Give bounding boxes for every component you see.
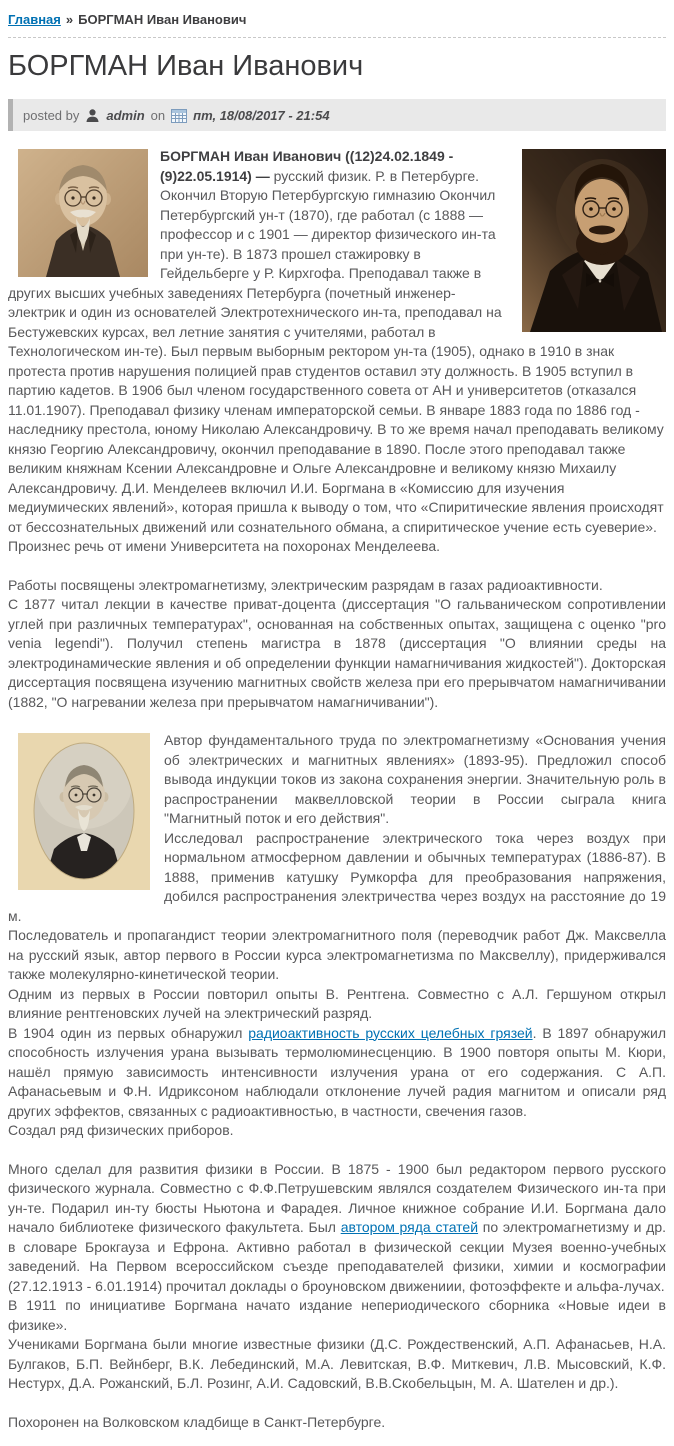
posted-by-label: posted by — [23, 107, 80, 123]
radioactivity-pre: В 1904 один из первых обнаружил — [8, 1024, 249, 1041]
radioactivity-post: . В 1897 обнаружил способность излучения урана вызывать термолюминесценцию. В 1900 повторя опыты М. Кюри, нашёл прямую зависимость интенсивности излучения урана от его содержания. С А.П. Афанасьевым и Ф.Н. Идриксоном наблюдали отклонение лучей радия магнитом и описали ряд других эффектов, связанных с радиоактивностью, в частности, свечения газов. — [8, 1024, 667, 1119]
radioactivity-link[interactable]: радиоактивность русских целебных грязей — [248, 1024, 533, 1041]
students-line: Учениками Боргмана были многие известные физики (Д.С. Рождественский, А.П. Афанасьев, Н.А. Булгаков, Б.П. Вейнберг, В.К. Лебединский, М.А. Левитская, В.Ф. Миткевич, Л.В. Мысовский, К.Ф. Нестурх, Д.А. Рожанский, Б.Л. Розинг, А.И. Садовский, В.В.Скобельцын, М. А. Шателен и др.). — [8, 1336, 666, 1391]
articles-link[interactable]: автором ряда статей — [340, 1219, 479, 1235]
breadcrumb-home-link[interactable]: Главная — [8, 12, 61, 27]
works-line-1: Работы посвящены электромагнетизму, электрическим разрядам в газах радиоактивности. — [8, 576, 603, 593]
article-lead-text: русский физик. Р. в Петербурге. Окончил Вторую Петербургскую гимназию Окончил Петербургский ун-т (1870), где работал (с 1888 — профессор и с 1901 — директор физического ин-та при ун-те). В 1873 прошел стажировку в Гейдельберге у Р. Кирхгофа. Преподавал также в других высших учебных заведениях Петербурга (почетный инженер-электрик и один из основателей Электротехнического ин-та, преподавал на Бестужевских курсах, вел летние занятия с учителями, работал в Технологическом ин-те). Был первым выборным ректором ун-та (1905), однако в 1910 в знак протеста против нарушения полицией прав студентов оставил эту должность. В 1905 вступил в партию кадетов. В 1906 был членом государственного совета от АН и университетов (отказался 11.01.1907). Преподавал физику членам императорской семьи. В январе 1883 года по 1886 год - наследнику престола, юному Николаю Александровичу. В то же время начал преподавать великому князю Георгию Александровичу, окончил преподавание в 1890. После этого преподавал также великим княжнам Ксении Александровне и Ольге Александровне и великому князю Михаилу Александровичу. Д.И. Менделеев включил И.И. Боргмана в «Комиссию для изучения медиумических явлений», которая пришла к выводу о том, что «Спиритические явления происходят от бессознательных движений или сознательного обмана, а спиритическое учение есть суеверие». Произнес речь от имени Университета на похоронах Менделеева. — [8, 167, 664, 554]
page-title: БОРГМАН Иван Иванович — [8, 50, 364, 82]
paragraph-development — [8, 1160, 666, 1394]
portrait-photo-oval — [18, 733, 150, 890]
paragraph-electromagnetism — [8, 731, 666, 1141]
user-icon — [85, 108, 100, 123]
article-lead-name: БОРГМАН Иван Иванович ((12)24.02.1849 - (9)22.05.1914) — — [160, 148, 454, 184]
paragraph-biography — [8, 147, 666, 557]
development-pre: Много сделал для развития физики в России. В 1875 - 1900 был редактором первого русского физического журнала. Совместно с Ф.Ф.Петрушевским являлся создателем Физического ин-та при ун-те. Подарил ин-ту бюсты Ньютона и Фарадея. Личное книжное собрание И.И. Боргмана дало начало библиотеке физического факультета. Был — [8, 1160, 666, 1235]
works-line-2: С 1877 читал лекции в качестве приват-доцента (диссертация "О гальваническом сопротивлении углей при различных температурах", основанная на собственных опытах, защищена с оценко "pro venia legendi"). Получил степень магистра в 1878 (диссертация "О влиянии среды на электродинамические явления и об определении функции намагничивания жидкостей"). Докторская диссертация посвящена изучению магнитных свойств железа при его прерывчатом намагничивании (1882, "О нагревании железа при прерывчатом намагничивании"). — [8, 596, 666, 710]
development-post: по электромагнетизму и др. в словаре Брокгауза и Ефрона. Активно работал в физической секции Музея военно-учебных заведений. На Первом всероссийском съезде преподавателей физики, химии и космографии (27.12.1913 - 6.01.1914) прочитал доклады о броуновском движениии, фотоэффекте и альфа-лучах. — [8, 1219, 667, 1294]
electro-line-2: Исследовал распространение электрического тока через воздух при нормальном атмосферном давлении и обычных температурах (1886-87). В 1888, применив катушку Румкорфа для преобразования напряжения, добился распространения электричества через воздух на расстояние до 19 м. — [8, 829, 666, 924]
article-body — [8, 147, 666, 1432]
portrait-photo-young — [522, 149, 666, 332]
roentgen-line: Одним из первых в России повторил опыты В. Рентгена. Совместно с А.Л. Гершуном открыл влияние рентгеновских лучей на электрический разряд. — [8, 985, 666, 1021]
breadcrumb-divider — [8, 37, 666, 38]
post-date: пт, 18/08/2017 - 21:54 — [193, 107, 330, 123]
calendar-icon — [171, 108, 187, 123]
breadcrumb-separator: » — [65, 12, 74, 27]
author-name: admin — [106, 107, 145, 123]
paragraph-burial — [8, 1413, 666, 1433]
breadcrumb — [8, 12, 666, 27]
devices-line: Создал ряд физических приборов. — [8, 1122, 234, 1138]
new-ideas-line: В 1911 по инициативе Боргмана начато издание непериодического сборника «Новые идеи в физике». — [8, 1297, 666, 1333]
electro-line-3: Последователь и пропагандист теории электромагнитного поля (переводчик работ Дж. Максвелла на русский язык, автор первого в России курса электромагнетизма по Максвеллу), придерживался также молекулярно-кинетической теории. — [8, 927, 666, 982]
on-label: on — [150, 107, 166, 123]
electro-line-1: Автор фундаментального труда по электромагнетизму «Основания учения об электрических и магнитных явлениях» (1893-95). Предложил способ вывода индукции токов из закона сохранения энергии. Значительную роль в распространении маквелловской теории в России сыграла книга "Магнитный поток и его действия". — [164, 732, 666, 826]
paragraph-works — [8, 576, 666, 713]
portrait-photo-elderly — [18, 149, 148, 277]
submitted-bar — [8, 99, 666, 131]
burial-line: Похоронен на Волковском кладбище в Санкт-Петербурге. — [8, 1413, 386, 1430]
breadcrumb-current: БОРГМАН Иван Иванович — [78, 12, 247, 27]
